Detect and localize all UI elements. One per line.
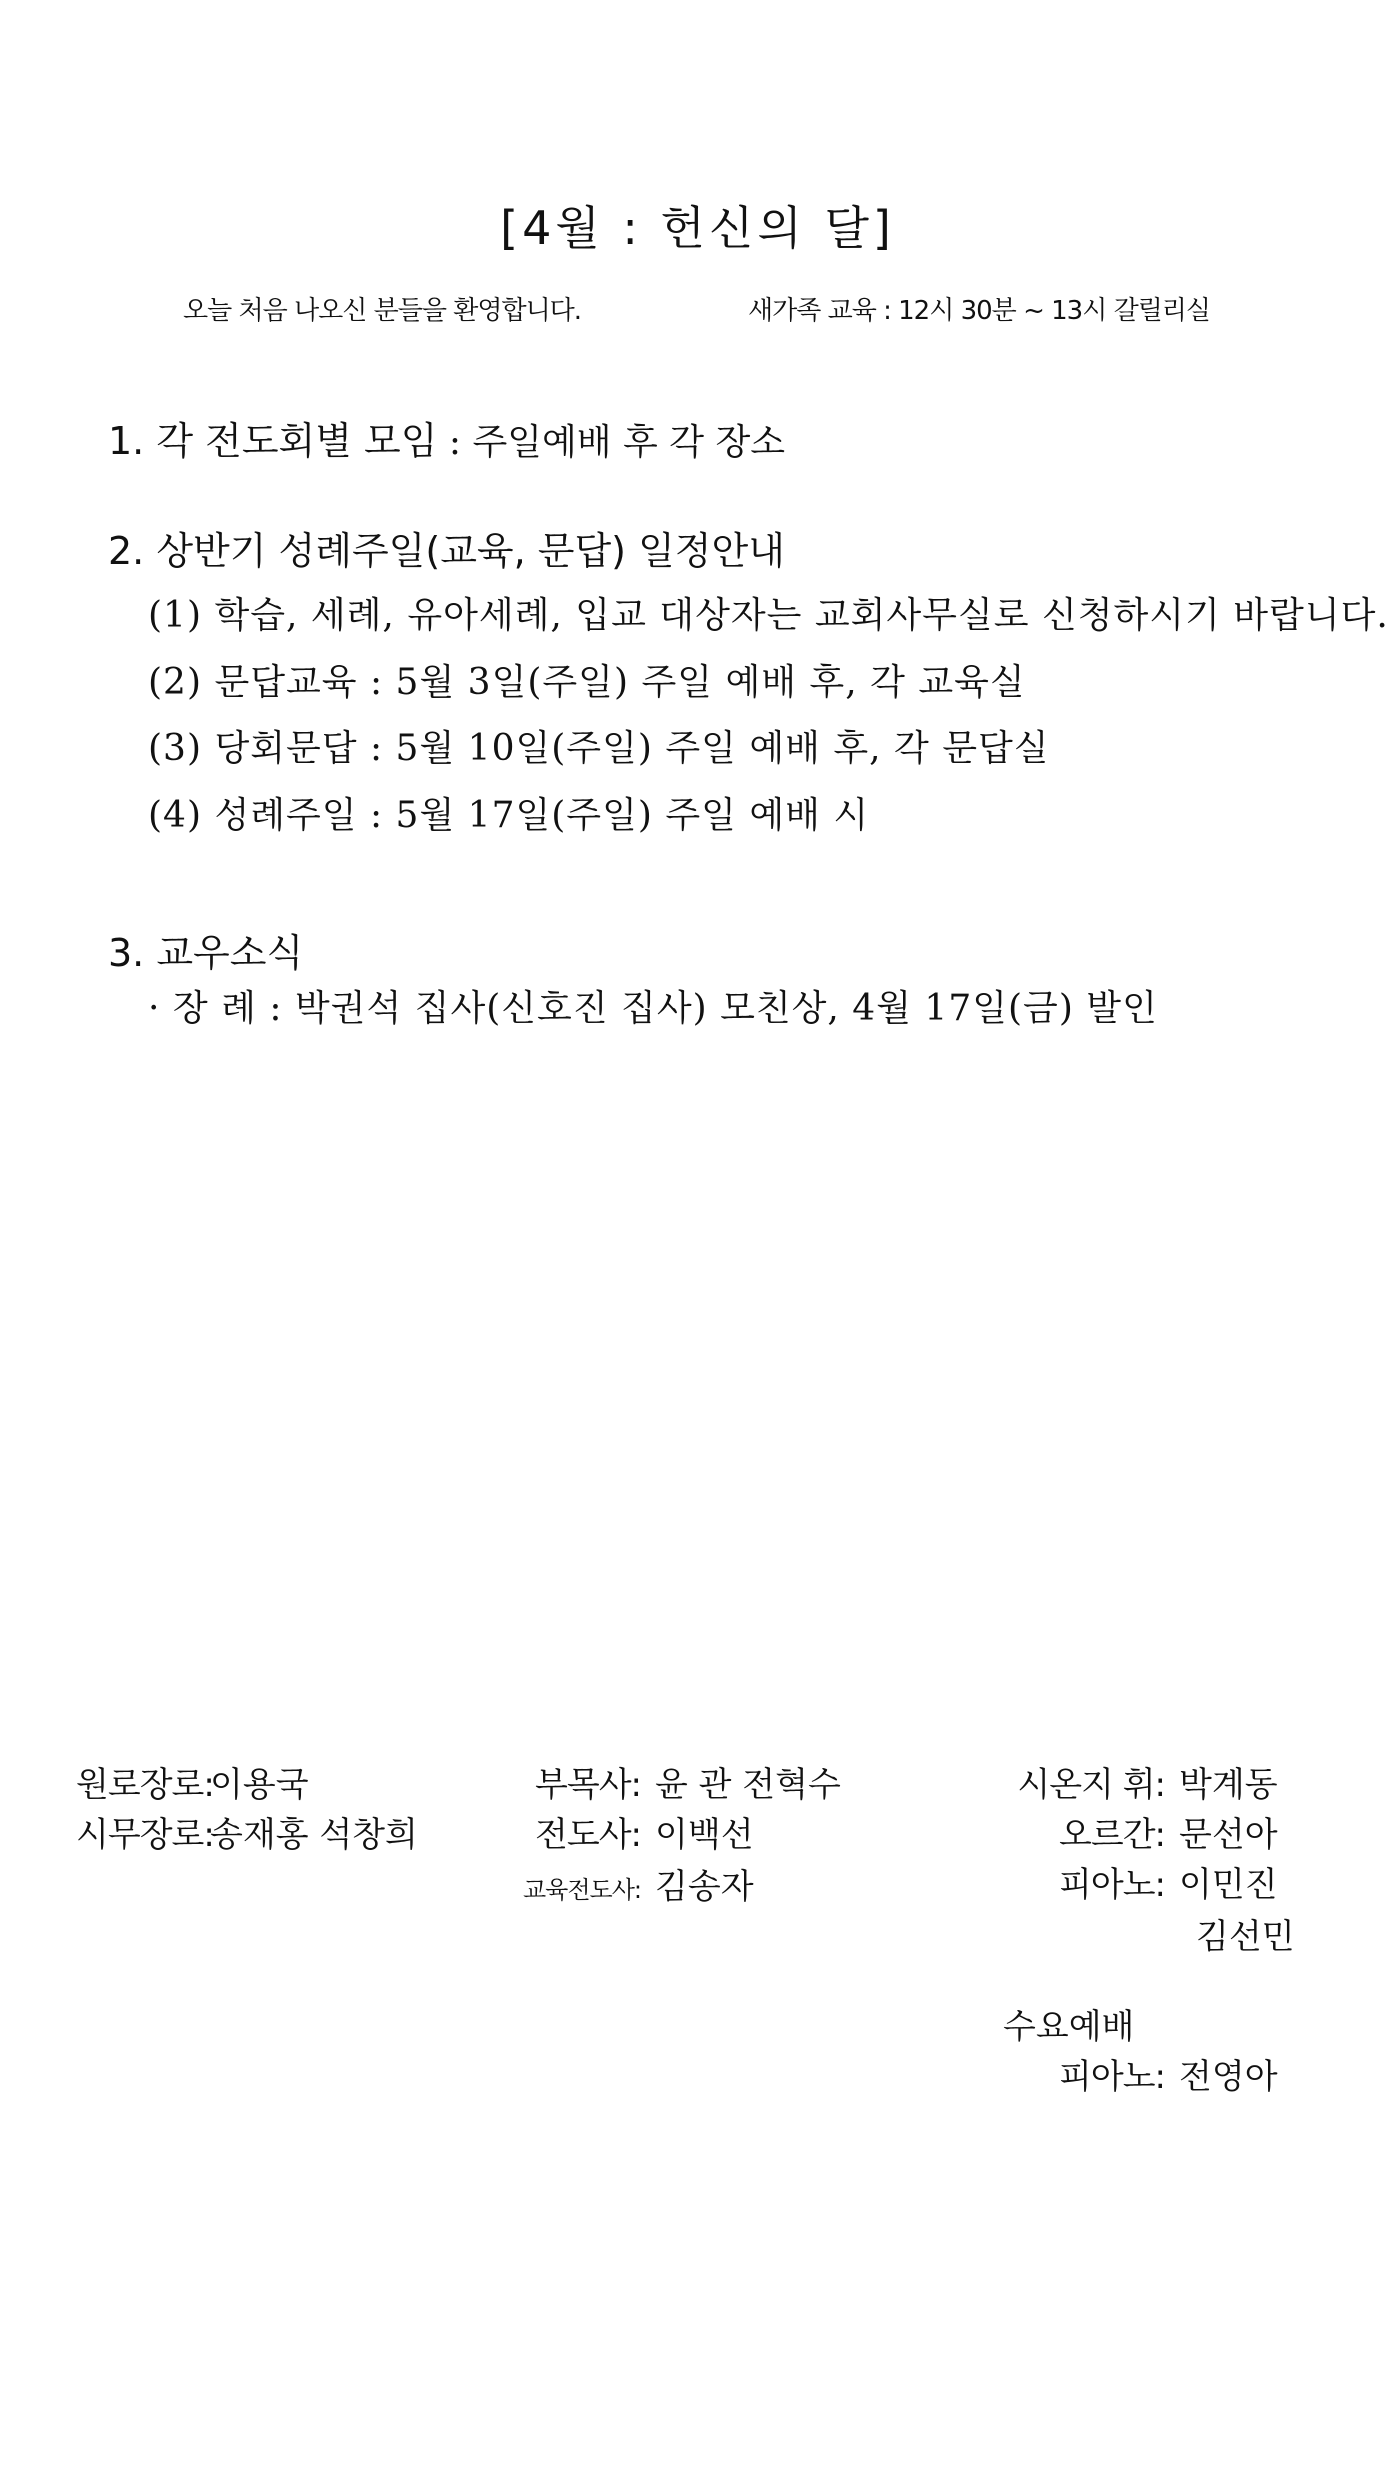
staff-names: 윤 관 전혁수	[655, 1765, 841, 1805]
staff-label: 시무장로:	[76, 1815, 214, 1855]
announcement-2-item: (4) 성례주일 : 5월 17일(주일) 주일 예배 시	[148, 795, 870, 836]
announcement-2-heading: 2. 상반기 성례주일(교육, 문답) 일정안내	[108, 529, 785, 573]
wednesday-service-title: 수요예배	[1003, 2007, 1135, 2047]
announcement-2-item: (3) 당회문답 : 5월 10일(주일) 주일 예배 후, 각 문답실	[148, 728, 1050, 769]
staff-associate-pastors	[526, 1760, 841, 1811]
staff-names: 이백선	[655, 1815, 754, 1855]
staff-label: 오르간:	[1059, 1815, 1165, 1855]
staff-education-evangelist	[518, 1862, 754, 1915]
staff-evangelist	[526, 1810, 754, 1861]
staff-names: 이용국	[210, 1765, 309, 1805]
staff-names: 문선아	[1179, 1815, 1278, 1855]
staff-names: 김송자	[655, 1867, 754, 1907]
staff-names: 이민진	[1179, 1865, 1278, 1905]
staff-label: 전도사:	[535, 1815, 641, 1855]
staff-pianist-second: 김선민	[1196, 1917, 1295, 1957]
page-title: [4월 : 헌신의 달]	[500, 201, 895, 255]
announcement-2-item: (1) 학습, 세례, 유아세례, 입교 대상자는 교회사무실로 신청하시기 바랍니다.	[148, 595, 1389, 636]
staff-elder-emeritus	[76, 1760, 309, 1811]
staff-label: 부목사:	[535, 1765, 641, 1805]
staff-label: 시온지 휘:	[1017, 1765, 1165, 1805]
announcement-3-heading: 3. 교우소식	[108, 931, 304, 975]
staff-names: 전영아	[1179, 2057, 1278, 2097]
announcement-2-item: (2) 문답교육 : 5월 3일(주일) 주일 예배 후, 각 교육실	[148, 662, 1026, 703]
funeral-notice: · 장 례 : 박권석 집사(신호진 집사) 모친상, 4월 17일(금) 발인	[148, 988, 1158, 1029]
staff-label: 교육전도사:	[522, 1876, 641, 1904]
announcement-1-heading: 1. 각 전도회별 모임	[108, 419, 438, 463]
staff-label: 원로장로:	[76, 1765, 214, 1805]
staff-pianist	[985, 1860, 1278, 1911]
staff-names: 박계동	[1179, 1765, 1278, 1805]
announcement-1	[108, 410, 785, 465]
announcement-1-body: : 주일예배 후 각 장소	[437, 422, 786, 463]
welcome-message: 오늘 처음 나오신 분들을 환영합니다.	[183, 296, 582, 326]
staff-label: 피아노:	[1059, 2057, 1165, 2097]
wednesday-pianist	[985, 2052, 1278, 2103]
staff-names: 송재홍 석창희	[210, 1815, 418, 1855]
staff-organist	[985, 1810, 1278, 1861]
new-family-education-notice: 새가족 교육 : 12시 30분 ~ 13시 갈릴리실	[748, 296, 1211, 326]
staff-label: 피아노:	[1059, 1865, 1165, 1905]
staff-active-elders	[76, 1810, 418, 1861]
staff-conductor	[985, 1760, 1278, 1811]
